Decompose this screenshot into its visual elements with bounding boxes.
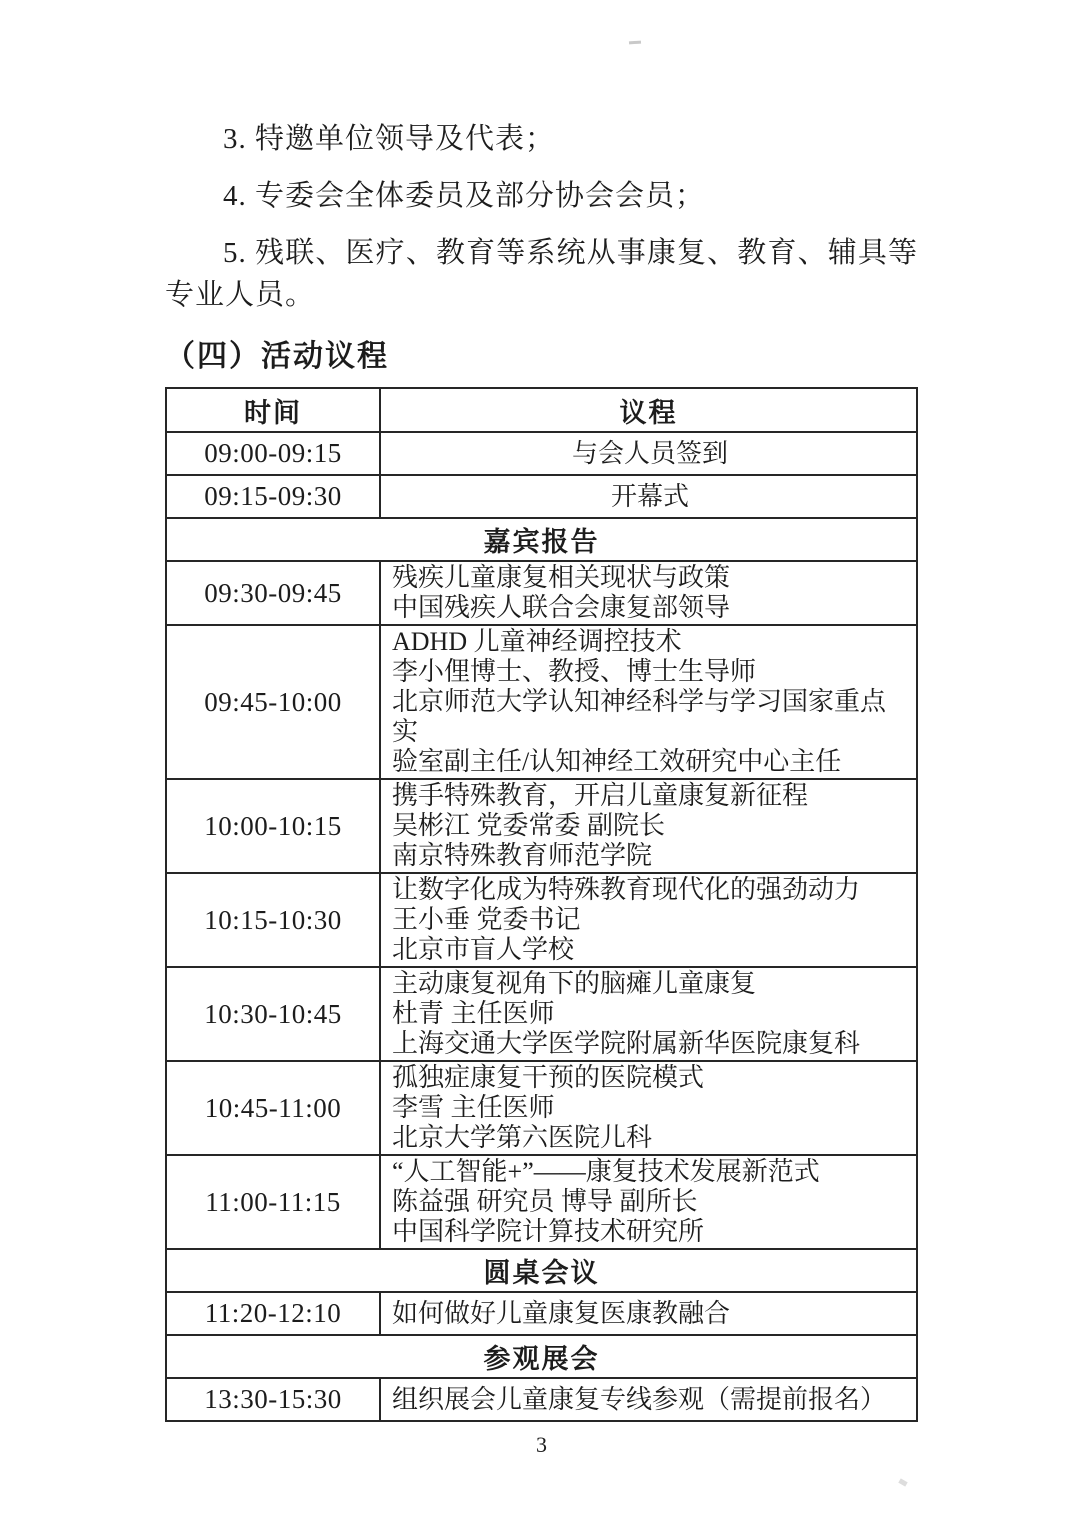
agenda-line: 携手特殊教育，开启儿童康复新征程	[392, 781, 809, 810]
table-header-row	[166, 388, 917, 432]
agenda-line: 李小俚博士、教授、博士生导师	[392, 657, 757, 686]
agenda-cell	[380, 561, 917, 625]
time-cell: 10:15-10:30	[166, 873, 380, 967]
agenda-line: 北京师范大学认知神经科学与学习国家重点实	[392, 687, 887, 746]
table-section-title: 嘉宾报告	[166, 518, 917, 561]
time-cell: 11:20-12:10	[166, 1292, 380, 1335]
table-row	[166, 779, 917, 873]
table-section-row	[166, 1335, 917, 1378]
agenda-line: 李雪 主任医师	[392, 1093, 555, 1122]
table-section-row	[166, 518, 917, 561]
agenda-cell	[380, 432, 917, 475]
agenda-line: 验室副主任/认知神经工效研究中心主任	[392, 747, 842, 776]
agenda-line: ADHD 儿童神经调控技术	[392, 627, 682, 656]
agenda-cell	[380, 873, 917, 967]
agenda-line: “人工智能+”——康复技术发展新范式	[392, 1157, 820, 1186]
table-section-title: 参观展会	[166, 1335, 917, 1378]
time-cell: 10:45-11:00	[166, 1061, 380, 1155]
table-row	[166, 967, 917, 1061]
agenda-line: 上海交通大学医学院附属新华医院康复科	[392, 1029, 861, 1058]
agenda-cell	[380, 475, 917, 518]
time-cell: 10:00-10:15	[166, 779, 380, 873]
table-row	[166, 1155, 917, 1249]
table-header-agenda: 议程	[380, 388, 917, 432]
time-cell: 09:30-09:45	[166, 561, 380, 625]
list-item: 4. 专委会全体委员及部分协会会员；	[223, 180, 706, 212]
agenda-line: 主动康复视角下的脑瘫儿童康复	[392, 969, 757, 998]
agenda-line: 残疾儿童康复相关现状与政策	[392, 563, 731, 592]
time-cell: 10:30-10:45	[166, 967, 380, 1061]
document-content	[165, 118, 918, 1458]
time-cell: 13:30-15:30	[166, 1378, 380, 1421]
table-row	[166, 625, 917, 779]
agenda-line: 北京市盲人学校	[392, 935, 575, 964]
scan-artifact-icon	[629, 41, 641, 45]
agenda-line: 如何做好儿童康复医康教融合	[392, 1298, 731, 1328]
time-cell: 09:00-09:15	[166, 432, 380, 475]
list-item: 3. 特邀单位领导及代表；	[223, 123, 556, 155]
agenda-line: 吴彬江 党委常委 副院长	[392, 811, 666, 840]
agenda-line: 中国科学院计算技术研究所	[392, 1217, 705, 1246]
agenda-cell	[380, 1061, 917, 1155]
table-section-row	[166, 1249, 917, 1292]
time-cell: 11:00-11:15	[166, 1155, 380, 1249]
agenda-cell	[380, 625, 917, 779]
time-cell: 09:15-09:30	[166, 475, 380, 518]
agenda-line: 杜青 主任医师	[392, 999, 555, 1028]
agenda-line: 南京特殊教育师范学院	[392, 841, 653, 870]
section-heading: （四）活动议程	[165, 340, 389, 373]
agenda-cell	[380, 967, 917, 1061]
time-cell: 09:45-10:00	[166, 625, 380, 779]
scan-artifact-icon	[898, 1478, 907, 1486]
table-row	[166, 1292, 917, 1335]
table-row	[166, 873, 917, 967]
table-header-time: 时间	[166, 388, 380, 432]
table-row	[166, 1378, 917, 1421]
agenda-line: 与会人员签到	[571, 438, 728, 468]
agenda-line: 让数字化成为特殊教育现代化的强劲动力	[392, 875, 861, 904]
table-row	[166, 561, 917, 625]
agenda-line: 组织展会儿童康复专线参观（需提前报名）	[392, 1384, 887, 1414]
table-row	[166, 475, 917, 518]
agenda-line: 王小垂 党委书记	[392, 905, 581, 934]
table-row	[166, 432, 917, 475]
agenda-line: 北京大学第六医院儿科	[392, 1123, 653, 1152]
agenda-line: 中国残疾人联合会康复部领导	[392, 593, 731, 622]
agenda-cell	[380, 1292, 917, 1335]
agenda-line: 陈益强 研究员 博导 副所长	[392, 1187, 698, 1216]
agenda-table	[165, 387, 918, 1422]
agenda-cell	[380, 779, 917, 873]
agenda-cell	[380, 1378, 917, 1421]
table-row	[166, 1061, 917, 1155]
table-section-title: 圆桌会议	[166, 1249, 917, 1292]
list-item: 5. 残联、医疗、教育等系统从事康复、教育、辅具等专业人员。	[165, 237, 918, 311]
page-number: 3	[536, 1432, 547, 1457]
agenda-cell	[380, 1155, 917, 1249]
agenda-line: 孤独症康复干预的医院模式	[392, 1063, 705, 1092]
agenda-line: 开幕式	[610, 481, 689, 511]
